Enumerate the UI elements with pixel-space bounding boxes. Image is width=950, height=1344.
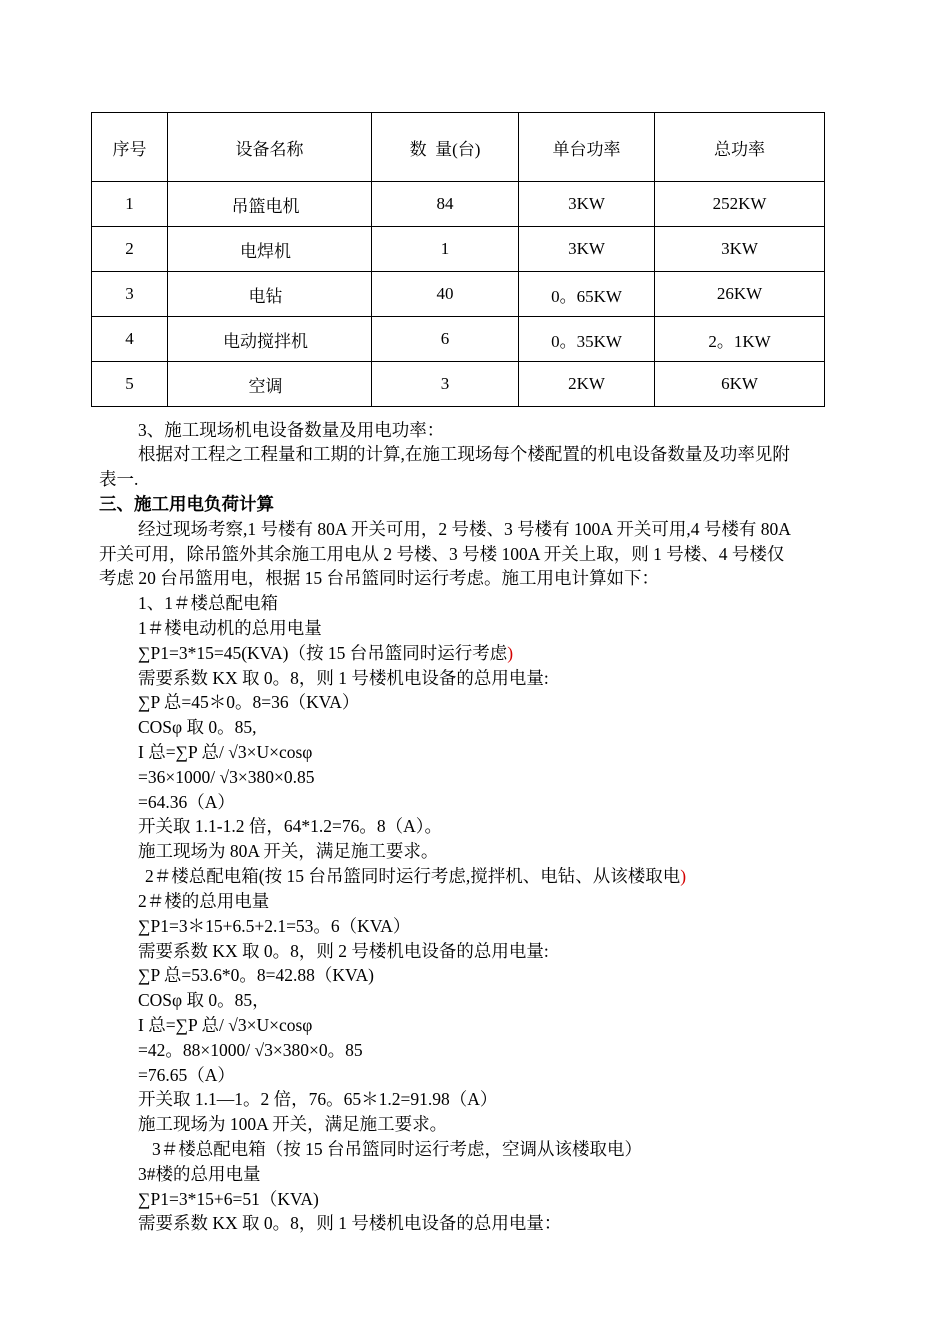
table-row <box>92 317 825 362</box>
cell-total-power: 2。1KW <box>655 317 825 362</box>
subheading-text: 2＃楼总配电箱(按 15 台吊篮同时运行考虑,搅拌机、电钻、从该楼取电 <box>145 866 681 886</box>
header-quantity: 数 量(台) <box>372 113 519 182</box>
cell-total-power: 252KW <box>655 182 825 227</box>
paragraph-line: 开关取 1.1-1.2 倍，64*1.2=76。8（A）。 <box>138 816 442 836</box>
section-heading-load-calc: 三、施工用电负荷计算 <box>99 494 274 514</box>
cell-index: 4 <box>92 317 168 362</box>
table-row <box>92 272 825 317</box>
table-row <box>92 182 825 227</box>
red-paren: ) <box>507 643 514 663</box>
formula-line: =64.36（A） <box>138 792 235 812</box>
table-row <box>92 362 825 407</box>
cell-device-name: 吊篮电机 <box>168 182 372 227</box>
formula-line: COSφ 取 0。85， <box>138 990 270 1010</box>
cell-index: 1 <box>92 182 168 227</box>
formula-line: ∑P 总=53.6*0。8=42.88（KVA) <box>138 965 374 985</box>
cell-quantity: 40 <box>372 272 519 317</box>
paragraph-line: 需要系数 KX 取 0。8，则 1 号楼机电设备的总用电量: <box>138 668 549 688</box>
paragraph-line: 开关取 1.1—1。2 倍，76。65＊1.2=91.98（A） <box>138 1089 498 1109</box>
paragraph-line: 考虑 20 台吊篮用电，根据 15 台吊篮同时运行考虑。施工用电计算如下： <box>99 568 659 588</box>
red-paren: ) <box>680 866 687 886</box>
formula-line: ∑P 总=45＊0。8=36（KVA） <box>138 692 360 712</box>
cell-unit-power: 0。65KW <box>519 272 655 317</box>
table-header-row <box>92 113 825 182</box>
header-unit-power: 单台功率 <box>519 113 655 182</box>
cell-quantity: 1 <box>372 227 519 272</box>
paragraph-line: 施工现场为 100A 开关，满足施工要求。 <box>138 1114 448 1134</box>
cell-total-power: 3KW <box>655 227 825 272</box>
cell-device-name: 电钻 <box>168 272 372 317</box>
formula-line: =76.65（A） <box>138 1065 235 1085</box>
formula-line: I 总=∑P 总/ √3×U×cosφ <box>138 742 313 762</box>
cell-total-power: 6KW <box>655 362 825 407</box>
cell-unit-power: 3KW <box>519 182 655 227</box>
paragraph-line: 需要系数 KX 取 0。8，则 2 号楼机电设备的总用电量: <box>138 941 549 961</box>
cell-quantity: 84 <box>372 182 519 227</box>
formula-line <box>138 641 513 665</box>
paragraph-line: 开关可用，除吊篮外其余施工用电从 2 号楼、3 号楼 100A 开关上取，则 1 号楼、4 号楼仅 <box>99 544 785 564</box>
formula-line: =42。88×1000/ √3×380×0。85 <box>138 1040 363 1060</box>
cell-index: 5 <box>92 362 168 407</box>
header-index: 序号 <box>92 113 168 182</box>
cell-total-power: 26KW <box>655 272 825 317</box>
cell-index: 3 <box>92 272 168 317</box>
table-row <box>92 227 825 272</box>
cell-index: 2 <box>92 227 168 272</box>
formula-line: =36×1000/ √3×380×0.85 <box>138 767 315 787</box>
formula-line: COSφ 取 0。85, <box>138 717 257 737</box>
formula-line: ∑P1=3＊15+6.5+2.1=53。6（KVA） <box>138 916 411 936</box>
formula-line: I 总=∑P 总/ √3×U×cosφ <box>138 1015 313 1035</box>
paragraph-line: 表一. <box>99 469 139 489</box>
subheading-building-3: 3＃楼总配电箱（按 15 台吊篮同时运行考虑，空调从该楼取电） <box>152 1139 642 1159</box>
cell-unit-power: 3KW <box>519 227 655 272</box>
paragraph-line: 2＃楼的总用电量 <box>138 891 270 911</box>
header-device-name: 设备名称 <box>168 113 372 182</box>
paragraph-line: 根据对工程之工程量和工期的计算,在施工现场每个楼配置的机电设备数量及功率见附 <box>138 444 790 464</box>
cell-device-name: 空调 <box>168 362 372 407</box>
cell-device-name: 电动搅拌机 <box>168 317 372 362</box>
equipment-power-table <box>91 112 825 407</box>
paragraph-line: 3#楼的总用电量 <box>138 1164 261 1184</box>
paragraph-line: 施工现场为 80A 开关，满足施工要求。 <box>138 841 439 861</box>
cell-device-name: 电焊机 <box>168 227 372 272</box>
subheading-building-1: 1、1＃楼总配电箱 <box>138 593 278 613</box>
header-total-power: 总功率 <box>655 113 825 182</box>
paragraph-line: 1＃楼电动机的总用电量 <box>138 618 322 638</box>
paragraph-line: 经过现场考察,1 号楼有 80A 开关可用，2 号楼、3 号楼有 100A 开关可用,4 号楼有 80A <box>138 519 791 539</box>
section-heading-equipment: 3、施工现场机电设备数量及用电功率： <box>138 420 445 440</box>
formula-text: ∑P1=3*15=45(KVA)（按 15 台吊篮同时运行考虑 <box>138 643 508 663</box>
cell-quantity: 3 <box>372 362 519 407</box>
cell-unit-power: 0。35KW <box>519 317 655 362</box>
cell-unit-power: 2KW <box>519 362 655 407</box>
paragraph-line: 需要系数 KX 取 0。8，则 1 号楼机电设备的总用电量： <box>138 1213 562 1233</box>
subheading-building-2 <box>145 864 686 888</box>
cell-quantity: 6 <box>372 317 519 362</box>
formula-line: ∑P1=3*15+6=51（KVA) <box>138 1189 319 1209</box>
